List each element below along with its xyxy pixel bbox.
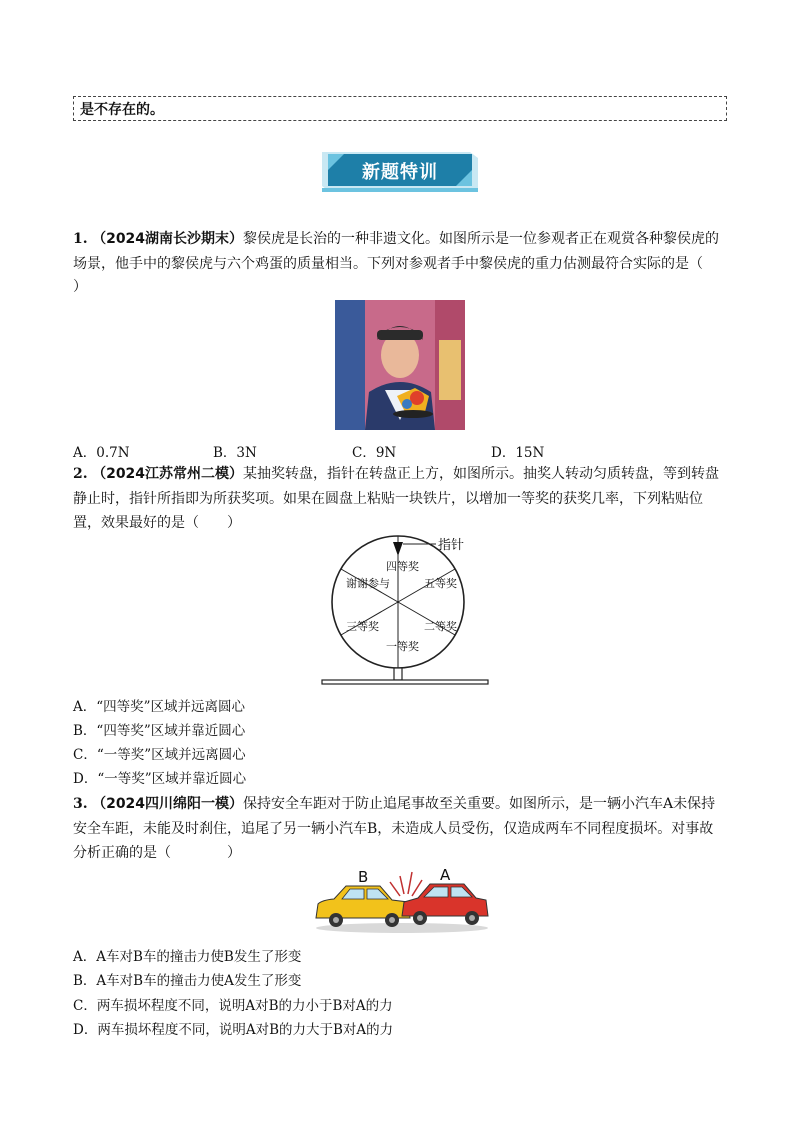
q3-source: （2024四川绵阳一模）: [92, 796, 244, 812]
q3-line2: 安全车距，未能及时刹住，追尾了另一辆小汽车B，未造成人员受伤，仅造成两车不同程度损坏。对事故: [73, 821, 714, 837]
q1-photo-visitor-with-tiger: [335, 300, 465, 430]
q1-option-d: D．15N: [491, 445, 545, 461]
pointer-label: 指针: [438, 538, 465, 553]
q1-line2: 场景，他手中的黎侯虎与六个鸡蛋的质量相当。下列对参观者手中黎侯虎的重力估测最符合实际的是（: [73, 256, 703, 272]
q1-text-1: 黎侯虎是长治的一种非遗文化。如图所示是一位参观者正在观赏各种黎侯虎的: [243, 231, 720, 247]
q2-option-b: B．“四等奖”区域并靠近圆心: [73, 723, 246, 739]
q3-text-1: 保持安全车距对于防止追尾事故至关重要。如图所示，是一辆小汽车A未保持: [243, 796, 716, 812]
q1-option-b: B．3N: [213, 445, 257, 461]
q2-text-1: 某抽奖转盘，指针在转盘正上方，如图所示。抽奖人转动匀质转盘，等到转盘: [243, 466, 720, 482]
continuation-note-text: 是不存在的。: [80, 102, 164, 118]
q1-option-a: A．0.7N: [73, 445, 130, 461]
q2-line1: [73, 464, 719, 484]
q3-rear-end-collision-figure: [312, 866, 490, 936]
wheel-base: [322, 680, 488, 684]
q1-option-c: C．9N: [352, 445, 397, 461]
sector-label-fifth: 五等奖: [424, 577, 457, 590]
q2-prize-wheel-figure: [320, 532, 490, 688]
q2-option-a: A．“四等奖”区域并远离圆心: [73, 699, 246, 715]
sector-label-first: 一等奖: [386, 640, 419, 653]
q3-option-b: B．A车对B车的撞击力使A发生了形变: [73, 973, 302, 989]
sector-label-third: 三等奖: [346, 620, 379, 633]
q3-option-a: A．A车对B车的撞击力使B发生了形变: [73, 949, 302, 965]
continuation-note-box: [73, 96, 727, 121]
q2-line2: 静止时，指针所指即为所获奖项。如果在圆盘上粘贴一块铁片，以增加一等奖的获奖几率，下列粘贴位: [73, 491, 703, 507]
q3-option-d: D．两车损坏程度不同，说明A对B的力大于B对A的力: [73, 1022, 394, 1038]
q3-line1: [73, 794, 715, 814]
q2-line3: 置，效果最好的是（ ）: [73, 515, 241, 531]
car-b-label: B: [358, 868, 369, 886]
sector-label-thanks: 谢谢参与: [346, 577, 390, 590]
q2-number: 2.: [73, 466, 88, 482]
q1-line3: ）: [73, 279, 87, 295]
q2-option-d: D．“一等奖”区域并靠近圆心: [73, 771, 247, 787]
q3-option-c: C．两车损坏程度不同，说明A对B的力小于B对A的力: [73, 998, 393, 1014]
q1-line1: [73, 229, 719, 249]
q2-source: （2024江苏常州二模）: [92, 466, 244, 482]
q1-number: 1.: [73, 231, 88, 247]
sector-label-fourth: 四等奖: [386, 560, 419, 573]
car-a-label: A: [440, 866, 451, 884]
q3-number: 3.: [73, 796, 88, 812]
q1-source: （2024湖南长沙期末）: [92, 231, 244, 247]
wheel-post: [394, 668, 402, 680]
section-banner: [322, 150, 478, 192]
sector-label-second: 二等奖: [424, 620, 457, 633]
q3-line3: 分析正确的是（ ）: [73, 845, 241, 861]
banner-label: 新题特训: [362, 162, 438, 183]
q2-option-c: C．“一等奖”区域并远离圆心: [73, 747, 246, 763]
